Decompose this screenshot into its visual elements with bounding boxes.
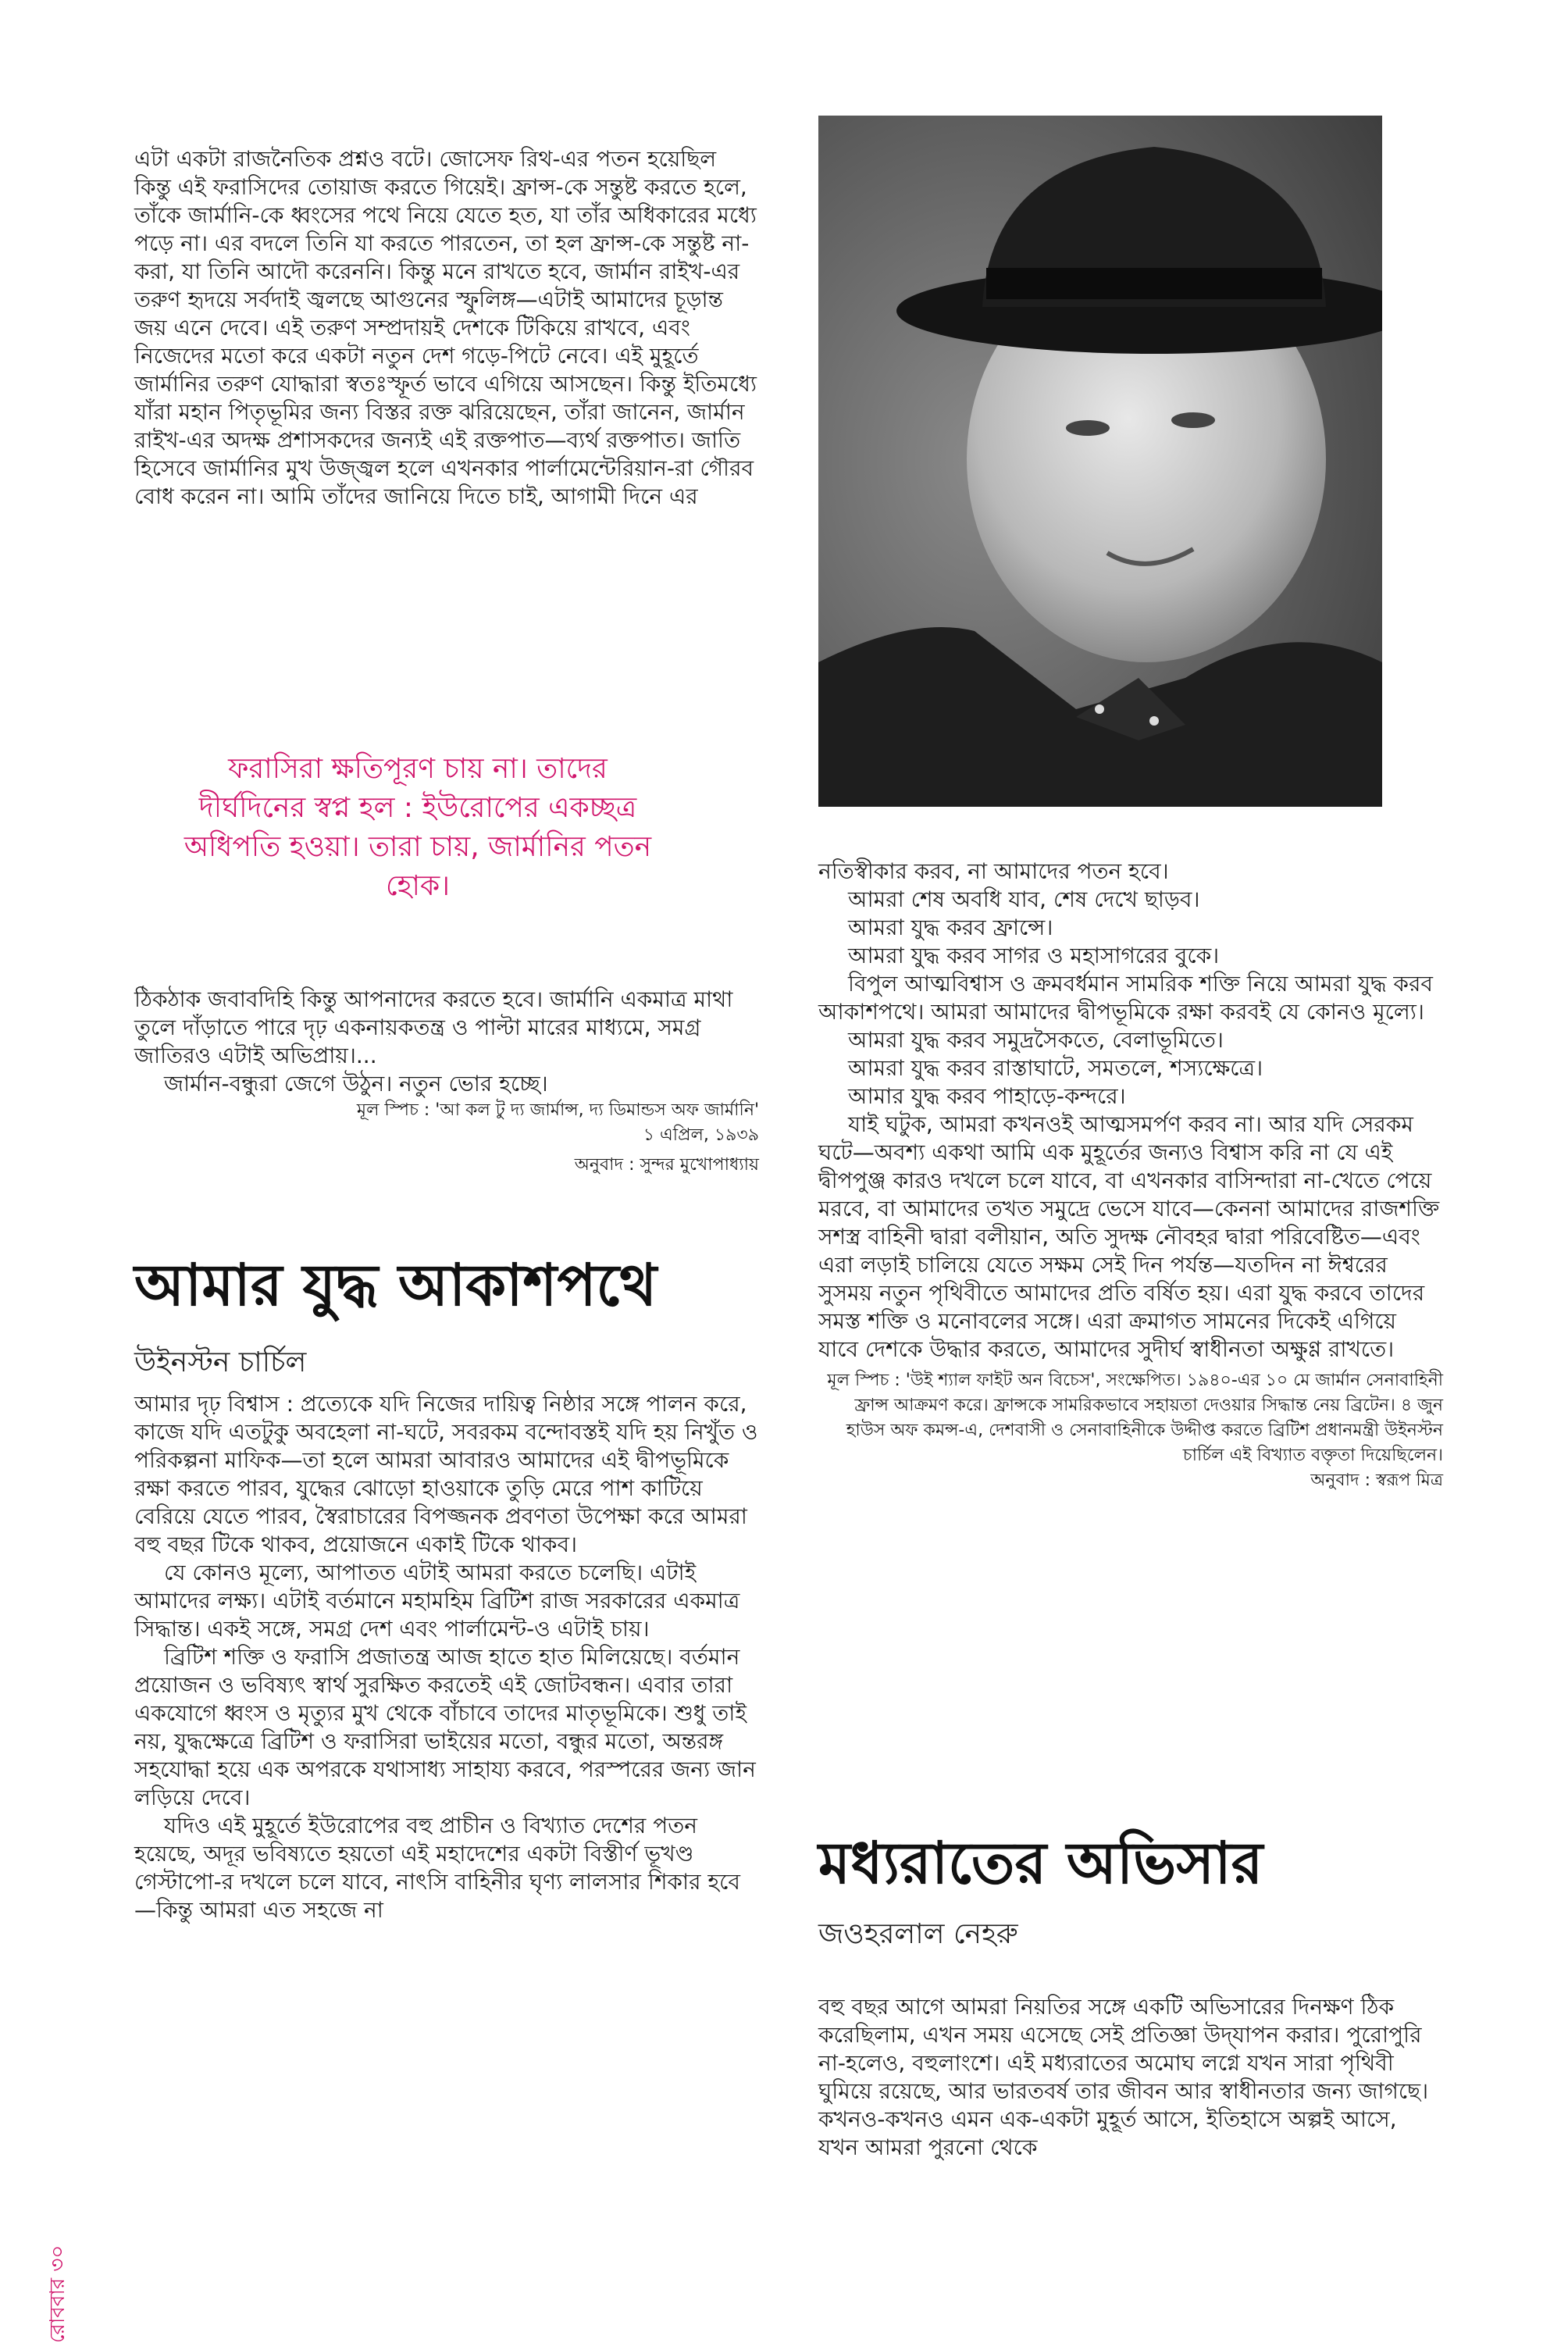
article-paragraph: যে কোনও মূল্যে, আপাতত এটাই আমরা করতে চলেছি। এটাই আমাদের লক্ষ্য। এটাই বর্তমানে মহামহিম ব্রিটিশ রাজ সরকারের একমাত্র সিদ্ধান্ত। একই সঙ্গে, সমগ্র দেশ এবং পার্লামেন্ট-ও এটাই চায়। (134, 1560, 740, 1642)
page-number: রোববার ৩০ (46, 2245, 69, 2343)
translator-credit: অনুবাদ : সুন্দর মুখোপাধ্যায় (574, 1155, 759, 1175)
speech-line: আমরা যুদ্ধ করব রাস্তাঘাটে, সমতলে, শস্যক্ষেত্রে। (848, 1055, 1263, 1081)
article-paragraph: বহু বছর আগে আমরা নিয়তির সঙ্গে একটি অভিসারের দিনক্ষণ ঠিক করেছিলাম, এখন সময় এসেছে সেই প্রতিজ্ঞা উদ্‌যাপন করার। পুরোপুরি না-হলেও, বহুলাংশে। এই মধ্যরাতের অমোঘ লগ্নে যখন সারা পৃথিবী ঘুমিয়ে রয়েছে, আর ভারতবর্ষ তার জীবন আর স্বাধীনতার জন্য জাগছে। কখনও-কখনও এমন এক-একটা মুহূর্ত আসে, ইতিহাসে অল্পই আসে, যখন আমরা পুরনো থেকে (818, 1994, 1429, 2160)
speech-line: যাই ঘটুক, আমরা কখনওই আত্মসমর্পণ করব না। আর যদি সেরকম ঘটে—অবশ্য একথা আমি এক মুহূর্তের জন্যও বিশ্বাস করি না যে এই দ্বীপপুঞ্জ কারও দখলে চলে যাবে, বা এখনকার বাসিন্দারা না-খেতে পেয়ে মরবে, বা আমাদের তখত সমুদ্রে ভেসে যাবে—কেননা আমাদের রাজশক্তি সশস্ত্র বাহিনী দ্বারা বলীয়ান, অতি সুদক্ষ নৌবহর দ্বারা পরিবেষ্টিত—এবং এরা লড়াই চালিয়ে যেতে সক্ষম সেই দিন পর্যন্ত—যতদিন না ঈশ্বরের সুসময় নতুন পৃথিবীতে আমাদের প্রতি বর্ষিত হয়। এরা যুদ্ধ করবে তাদের সমস্ত শক্তি ও মনোবলের সঙ্গে। এরা ক্রমাগত সামনের দিকেই এগিয়ে যাবে দেশকে উদ্ধার করতে, আমাদের সুদীর্ঘ স্বাধীনতা অক্ষুণ্ণ রাখতে। (818, 1111, 1440, 1362)
speech-source: মূল স্পিচ : 'আ কল টু দ্য জার্মান্স, দ্য ডিমান্ডস অফ জার্মানি' (356, 1100, 759, 1120)
translator-credit: অনুবাদ : স্বরূপ মিত্র (1310, 1471, 1443, 1490)
closing-call: জার্মান-বন্ধুরা জেগে উঠুন। নতুন ভোর হচ্ছে। (164, 1071, 548, 1097)
article-paragraph: আমার দৃঢ় বিশ্বাস : প্রত্যেকে যদি নিজের দায়িত্ব নিষ্ঠার সঙ্গে পালন করে, কাজে যদি এতটুকু অবহেলা না-ঘটে, সবরকম বন্দোবস্তই যদি হয় নিখুঁত ও পরিকল্পনা মাফিক—তা হলে আমরা আবারও আমাদের এই দ্বীপভূমিকে রক্ষা করতে পারব, যুদ্ধের ঝোড়ো হাওয়াকে তুড়ি মেরে পাশ কাটিয়ে বেরিয়ে যেতে পারব, স্বৈরাচারের বিপজ্জনক প্রবণতা উপেক্ষা করে আমরা বহু বছর টিকে থাকব, প্রয়োজনে একাই টিকে থাকব। (134, 1391, 758, 1557)
article-paragraph: ব্রিটিশ শক্তি ও ফরাসি প্রজাতন্ত্র আজ হাতে হাত মিলিয়েছে। বর্তমান প্রয়োজন ও ভবিষ্যৎ স্বার্থ সুরক্ষিত করতেই এই জোটবন্ধন। এবার তারা একযোগে ধ্বংস ও মৃত্যুর মুখ থেকে বাঁচাবে তাদের মাতৃভূমিকে। শুধু তাই নয়, যুদ্ধক্ষেত্রে ব্রিটিশ ও ফরাসিরা ভাইয়ের মতো, বন্ধুর মতো, অন্তরঙ্গ সহযোদ্ধা হয়ে এক অপরকে যথাসাধ্য সাহায্য করবে, পরস্পরের জন্য জান লড়িয়ে দেবে। (134, 1644, 756, 1810)
pull-quote: ফরাসিরা ক্ষতিপূরণ চায় না। তাদের দীর্ঘদিনের স্বপ্ন হল : ইউরোপের একচ্ছত্র অধিপতি হওয়া। তারা চায়, জার্মানির পতন হোক। (184, 753, 652, 902)
speech-line: আমরা যুদ্ধ করব সমুদ্রসৈকতে, বেলাভূমিতে। (848, 1027, 1224, 1053)
portrait-photo (818, 116, 1382, 807)
speech-lead: নতিস্বীকার করব, না আমাদের পতন হবে। (818, 858, 1169, 884)
side-page-label (41, 2230, 72, 2347)
speech-line: বিপুল আত্মবিশ্বাস ও ক্রমবর্ধমান সামরিক শক্তি নিয়ে আমরা যুদ্ধ করব আকাশপথে। আমরা আমাদের দ্বীপভূমিকে রক্ষা করবই যে কোনও মূল্যে। (818, 971, 1434, 1025)
article-author: উইনস্টন চার্চিল (134, 1346, 307, 1378)
article-paragraph: যদিও এই মুহূর্তে ইউরোপের বহু প্রাচীন ও বিখ্যাত দেশের পতন হয়েছে, অদূর ভবিষ্যতে হয়তো এই মহাদেশের একটা বিস্তীর্ণ ভূখণ্ড গেস্টাপো-র দখলে চলে যাবে, নাৎসি বাহিনীর ঘৃণ্য লালসার শিকার হবে—কিন্তু আমরা এত সহজে না (134, 1813, 740, 1923)
speech-note: মূল স্পিচ : 'উই শ্যাল ফাইট অন বিচেস', সংক্ষেপিত। ১৯৪০-এর ১০ মে জার্মান সেনাবাহিনী ফ্রান্স আক্রমণ করে। ফ্রান্সকে সামরিকভাবে সহায়তা দেওয়ার সিদ্ধান্ত নেয় ব্রিটেন। ৪ জুন হাউস অফ কমন্স-এ, দেশবাসী ও সেনাবাহিনীকে উদ্দীপ্ত করতে ব্রিটিশ প্রধানমন্ত্রী উইনস্টন চার্চিল এই বিখ্যাত বক্তৃতা দিয়েছিলেন। (827, 1371, 1443, 1465)
article-title: মধ্যরাতের অভিসার (818, 1830, 1263, 1897)
speech-date: ১ এপ্রিল, ১৯৩৯ (643, 1125, 759, 1145)
speech-line: আমরা যুদ্ধ করব সাগর ও মহাসাগরের বুকে। (848, 943, 1220, 968)
portrait-illustration (818, 116, 1382, 807)
left-top-column (134, 145, 759, 511)
speech-line: আমরা শেষ অবধি যাব, শেষ দেখে ছাড়ব। (848, 886, 1200, 912)
article-nehru (818, 1828, 1443, 2162)
article-title: আমার যুদ্ধ আকাশপথে (134, 1252, 657, 1319)
intro-paragraph: এটা একটা রাজনৈতিক প্রশ্নও বটে। জোসেফ রিথ-এর পতন হয়েছিল কিন্তু এই ফরাসিদের তোয়াজ করতে গিয়েই। ফ্রান্স-কে সন্তুষ্ট করতে হলে, তাঁকে জার্মানি-কে ধ্বংসের পথে নিয়ে যেতে হত, যা তাঁর অধিকারের মধ্যে পড়ে না। এর বদলে তিনি যা করতে পারতেন, তা হল ফ্রান্স-কে সন্তুষ্ট না-করা, যা তিনি আদৌ করেননি। কিন্তু মনে রাখতে হবে, জার্মান রাইখ-এর তরুণ হৃদয়ে সর্বদাই জ্বলছে আগুনের স্ফুলিঙ্গ—এটাই আমাদের চূড়ান্ত জয় এনে দেবে। এই তরুণ সম্প্রদায়ই দেশকে টিকিয়ে রাখবে, এবং নিজেদের মতো করে একটা নতুন দেশ গড়ে-পিটে নেবে। এই মুহূর্তে জার্মানির তরুণ যোদ্ধারা স্বতঃস্ফূর্ত ভাবে এগিয়ে আসছেন। কিন্তু ইতিমধ্যে যাঁরা মহান পিতৃভূমির জন্য বিস্তর রক্ত ঝরিয়েছেন, তাঁরা জানেন, জার্মান রাইখ-এর অদক্ষ প্রশাসকদের জন্যই এই রক্তপাত—ব্যর্থ রক্তপাত। জাতি হিসেবে জার্মানির মুখ উজ্জ্বল হলে এখনকার পার্লামেন্টেরিয়ান-রা গৌরব বোধ করেন না। আমি তাঁদের জানিয়ে দিতে চাই, আগামী দিনে এর (134, 146, 757, 509)
right-column (818, 858, 1443, 1493)
speech-line: আমরা যুদ্ধ করব ফ্রান্সে। (848, 915, 1053, 940)
closing-paragraph: ঠিকঠাক জবাবদিহি কিন্তু আপনাদের করতে হবে। জার্মানি একমাত্র মাথা তুলে দাঁড়াতে পারে দৃঢ় একনায়কতন্ত্র ও পাল্টা মারের মাধ্যমে, সমগ্র জাতিরও এটাই অভিপ্রায়।... (134, 986, 733, 1068)
article-churchill (134, 1250, 759, 1924)
article-author: জওহরলাল নেহরু (818, 1918, 1018, 1950)
speech-line: আমার যুদ্ধ করব পাহাড়ে-কন্দরে। (848, 1083, 1126, 1109)
left-mid-column (134, 986, 759, 1178)
